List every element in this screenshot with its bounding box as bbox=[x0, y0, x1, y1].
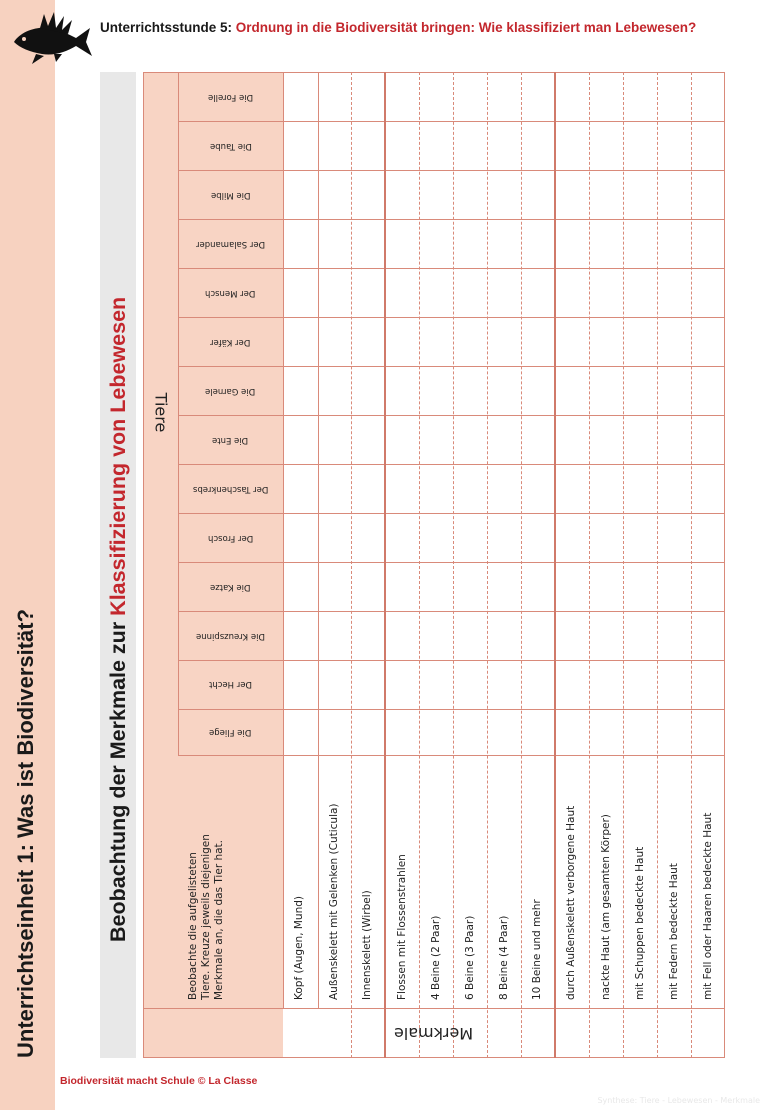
animal-label: Die Ente bbox=[212, 434, 249, 445]
feature-label: 10 Beine und mehr bbox=[531, 899, 543, 1000]
instruction-line-2: Tiere. Kreuze jeweils diejenigen bbox=[200, 834, 212, 1000]
feature-label: mit Federn bedeckte Haut bbox=[668, 863, 680, 1000]
feature-label: Außenskelett mit Gelenken (Cuticula) bbox=[328, 803, 340, 1000]
instruction-text bbox=[187, 760, 226, 1000]
unit-title: Unterrichtseinheit 1: Was ist Biodiversität? bbox=[13, 608, 38, 1058]
animal-label: Der Hecht bbox=[209, 679, 252, 689]
merkmale-label: Merkmale bbox=[394, 1023, 474, 1043]
instruction-line-3: Merkmale an, die das Tier hat. bbox=[213, 839, 225, 1000]
classification-table bbox=[143, 72, 725, 1058]
feature-label: nackte Haut (am gesamten Körper) bbox=[600, 814, 612, 1000]
feature-label: durch Außenskelett verborgene Haut bbox=[565, 805, 577, 1000]
section-title-red: Klassifizierung von Lebewesen bbox=[106, 296, 130, 616]
animal-label: Die Milbe bbox=[210, 189, 251, 200]
animal-label: Der Käfer bbox=[210, 336, 251, 347]
feature-label: Kopf (Augen, Mund) bbox=[293, 895, 305, 1000]
animal-label: Die Katze bbox=[210, 581, 251, 592]
tiere-label: Tiere bbox=[151, 392, 171, 432]
animal-label: Die Taube bbox=[209, 140, 252, 151]
lesson-topic: Ordnung in die Biodiversität bringen: Wie klassifiziert man Lebewesen? bbox=[235, 20, 697, 35]
animal-label: Die Kreuzspinne bbox=[196, 630, 265, 641]
feature-label: mit Fell oder Haaren bedeckte Haut bbox=[702, 812, 714, 1000]
lesson-number: Unterrichtsstunde 5: bbox=[100, 20, 233, 35]
feature-label: Flossen mit Flossenstrahlen bbox=[396, 854, 408, 1000]
feature-label: 6 Beine (3 Paar) bbox=[464, 915, 476, 1000]
animal-label: Der Taschenkrebs bbox=[192, 483, 269, 494]
animal-label: Die Fliege bbox=[209, 726, 252, 737]
section-title bbox=[100, 182, 136, 942]
animal-label: Die Forelle bbox=[207, 91, 254, 102]
watermark: Synthese: Tiere - Lebewesen - Merkmale bbox=[597, 1096, 760, 1105]
animal-label: Die Garnele bbox=[205, 385, 256, 396]
footer-credit: Biodiversität macht Schule © La Classe bbox=[60, 1075, 258, 1087]
animal-label: Der Salamander bbox=[195, 238, 266, 249]
animal-label: Der Frosch bbox=[207, 532, 254, 543]
feature-label: mit Schuppen bedeckte Haut bbox=[634, 846, 646, 1000]
instruction-line-1: Beobachte die aufgelisteten bbox=[187, 852, 199, 1000]
feature-label: 8 Beine (4 Paar) bbox=[498, 915, 510, 1000]
fish-icon bbox=[10, 12, 96, 64]
section-title-black: Beobachtung der Merkmale zur bbox=[106, 621, 130, 942]
feature-label: 4 Beine (2 Paar) bbox=[430, 915, 442, 1000]
lesson-header bbox=[100, 20, 760, 42]
animal-label: Der Mensch bbox=[205, 287, 256, 298]
sidebar bbox=[0, 0, 55, 1110]
feature-label: Innenskelett (Wirbel) bbox=[361, 890, 373, 1000]
